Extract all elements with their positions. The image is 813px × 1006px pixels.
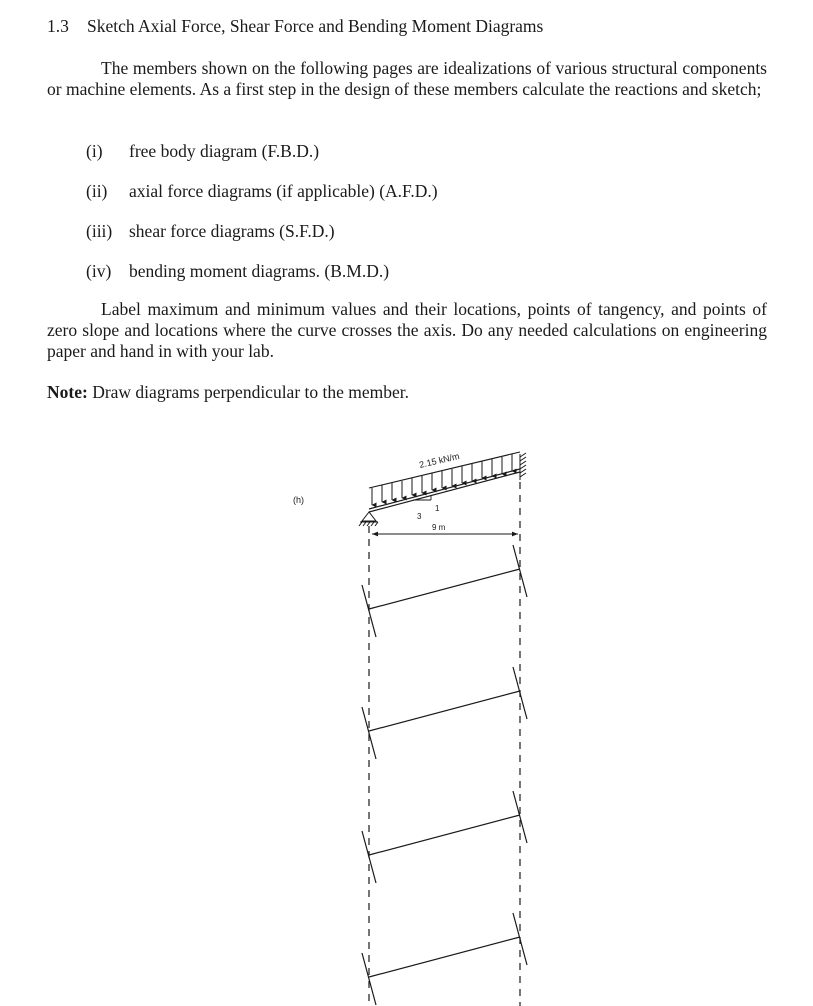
load-label: 2.15 kN/m [418,450,461,470]
list-item-text: axial force diagrams (if applicable) (A.F.D.) [129,181,438,201]
diagram-axis-afd [362,545,527,637]
list-item-numeral: (iv) [86,261,112,281]
note-label: Note: [47,382,88,402]
diagram-axis-sfd [362,667,527,759]
slope-run-label: 3 [417,512,422,521]
fixed-support [520,453,526,480]
note-text: Draw diagrams perpendicular to the member. [92,382,410,402]
instructions-paragraph: Label maximum and minimum values and their locations, points of tangency, and points of zero slope and locations where the curve crosses the axis. Do any needed calculations on engineering paper and hand in with your lab. [47,299,767,361]
list-item-text: bending moment diagrams. (B.M.D.) [129,261,390,281]
intro-paragraph: The members shown on the following pages are idealizations of various structural components or machine elements. As a first step in the design of these members calculate the reactions and sketch; [47,58,767,99]
list-item-text: shear force diagrams (S.F.D.) [129,221,335,241]
diagram-axis-bmd [362,791,527,883]
section-number: 1.3 [47,16,69,36]
diagram-axis-extra [362,913,527,1005]
list-item-numeral: (i) [86,141,103,161]
list-item-text: free body diagram (F.B.D.) [129,141,320,161]
figure-label: (h) [293,495,304,505]
list-item-numeral: (ii) [86,181,108,201]
span-label: 9 m [432,523,446,532]
pin-support [359,512,378,526]
slope-rise-label: 1 [435,504,440,513]
list-item-numeral: (iii) [86,221,113,241]
section-title: Sketch Axial Force, Shear Force and Bending Moment Diagrams [87,16,544,36]
